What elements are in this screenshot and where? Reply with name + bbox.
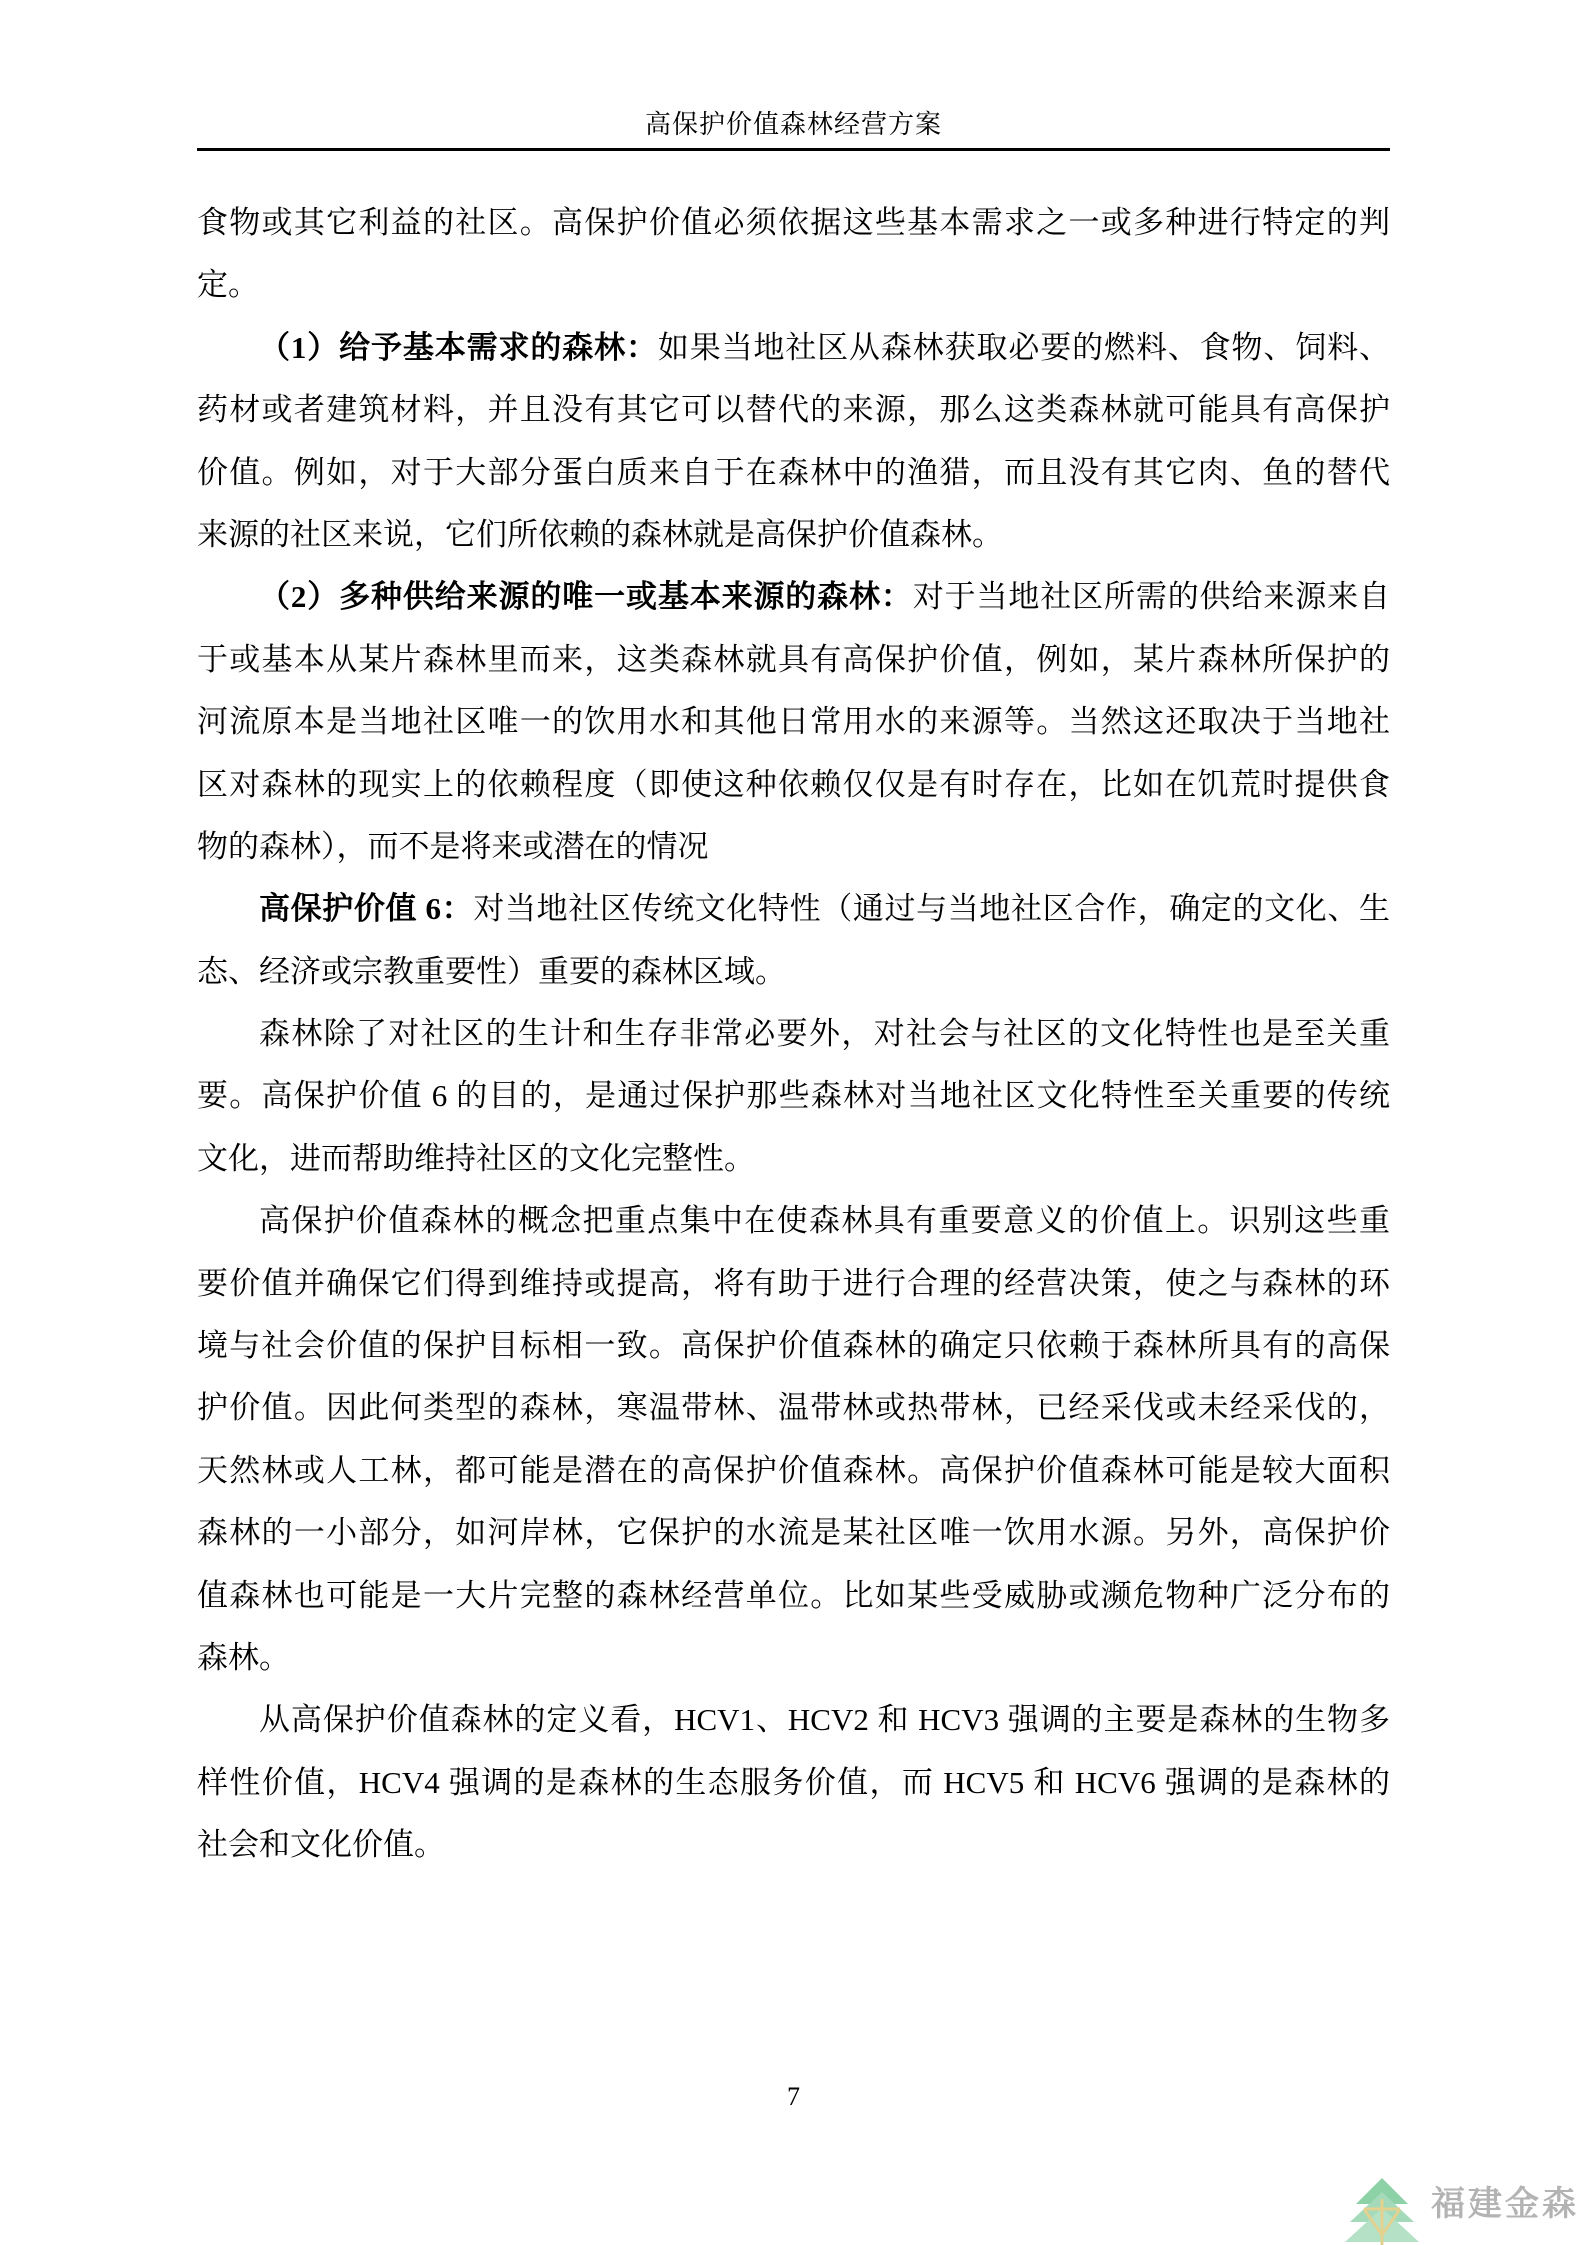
text-line bbox=[197, 1253, 1390, 1315]
text-run: 文化，进而帮助维持社区的文化完整性。 bbox=[197, 1140, 755, 1176]
text-line bbox=[197, 691, 1390, 753]
text-line bbox=[197, 566, 1390, 628]
text-run: 森林除了对社区的生计和生存非常必要外，对社会与社区的文化特性也是至关重 bbox=[259, 1016, 1390, 1052]
paragraph bbox=[197, 1689, 1390, 1876]
text-line bbox=[197, 754, 1390, 816]
text-line bbox=[197, 1752, 1390, 1814]
text-run: 价值。例如，对于大部分蛋白质来自于在森林中的渔猎，而且没有其它肉、鱼的替代 bbox=[197, 454, 1390, 490]
text-line bbox=[197, 317, 1390, 379]
text-line bbox=[197, 1003, 1390, 1065]
text-run: 森林的一小部分，如河岸林，它保护的水流是某社区唯一饮用水源。另外，高保护价 bbox=[197, 1515, 1390, 1551]
logo-text: 福建金森 bbox=[1431, 2185, 1579, 2223]
paragraph bbox=[197, 566, 1390, 878]
text-run: 对当地社区传统文化特性（通过与当地社区合作，确定的文化、生 bbox=[473, 891, 1390, 927]
text-line bbox=[197, 1065, 1390, 1127]
text-run: 如果当地社区从森林获取必要的燃料、食物、饲料、 bbox=[657, 329, 1390, 365]
text-run: 区对森林的现实上的依赖程度（即使这种依赖仅仅是有时存在，比如在饥荒时提供食 bbox=[197, 766, 1390, 802]
text-run: 对于当地社区所需的供给来源来自 bbox=[912, 579, 1390, 615]
text-run: 高保护价值森林的概念把重点集中在使森林具有重要意义的价值上。识别这些重 bbox=[259, 1203, 1390, 1239]
text-run: 要价值并确保它们得到维持或提高，将有助于进行合理的经营决策，使之与森林的环 bbox=[197, 1265, 1390, 1301]
text-line bbox=[197, 1315, 1390, 1377]
text-run: 态、经济或宗教重要性）重要的森林区域。 bbox=[197, 953, 786, 989]
company-logo bbox=[1343, 2177, 1579, 2245]
text-line bbox=[197, 878, 1390, 940]
document-body bbox=[197, 192, 1390, 1877]
header-rule bbox=[197, 148, 1390, 151]
text-run: 河流原本是当地社区唯一的饮用水和其他日常用水的来源等。当然这还取决于当地社 bbox=[197, 704, 1390, 740]
text-line bbox=[197, 379, 1390, 441]
text-run: 物的森林），而不是将来或潜在的情况 bbox=[197, 828, 709, 864]
paragraph bbox=[197, 1190, 1390, 1689]
text-run: 护价值。因此何类型的森林，寒温带林、温带林或热带林，已经采伐或未经采伐的， bbox=[197, 1390, 1390, 1426]
text-line bbox=[197, 816, 1390, 878]
text-run: （1）给予基本需求的森林： bbox=[259, 329, 658, 365]
text-line bbox=[197, 1627, 1390, 1689]
text-run: 药材或者建筑材料，并且没有其它可以替代的来源，那么这类森林就可能具有高保护 bbox=[197, 392, 1390, 428]
text-line bbox=[197, 1689, 1390, 1751]
text-line bbox=[197, 1377, 1390, 1439]
paragraph bbox=[197, 192, 1390, 317]
page-title: 高保护价值森林经营方案 bbox=[644, 110, 942, 139]
paragraph bbox=[197, 317, 1390, 567]
text-run: 从高保护价值森林的定义看，HCV1、HCV2 和 HCV3 强调的主要是森林的生物多 bbox=[259, 1702, 1390, 1738]
text-line bbox=[197, 254, 1390, 316]
page-header bbox=[197, 0, 1390, 151]
paragraph bbox=[197, 1003, 1390, 1190]
text-run: 高保护价值 6： bbox=[259, 891, 474, 927]
text-run: 定。 bbox=[197, 267, 259, 303]
text-run: 要。高保护价值 6 的目的，是通过保护那些森林对当地社区文化特性至关重要的传统 bbox=[197, 1078, 1390, 1114]
text-line bbox=[197, 1190, 1390, 1252]
text-run: 社会和文化价值。 bbox=[197, 1827, 445, 1863]
text-run: 来源的社区来说，它们所依赖的森林就是高保护价值森林。 bbox=[197, 516, 1003, 552]
text-line bbox=[197, 504, 1390, 566]
text-run: （2）多种供给来源的唯一或基本来源的森林： bbox=[259, 579, 913, 615]
paragraph bbox=[197, 878, 1390, 1003]
text-run: 于或基本从某片森林里而来，这类森林就具有高保护价值，例如，某片森林所保护的 bbox=[197, 641, 1390, 677]
page-number: 7 bbox=[787, 2082, 800, 2111]
text-run: 境与社会价值的保护目标相一致。高保护价值森林的确定只依赖于森林所具有的高保 bbox=[197, 1328, 1390, 1364]
text-line bbox=[197, 1440, 1390, 1502]
text-line bbox=[197, 1128, 1390, 1190]
text-run: 天然林或人工林，都可能是潜在的高保护价值森林。高保护价值森林可能是较大面积 bbox=[197, 1452, 1390, 1488]
text-run: 样性价值，HCV4 强调的是森林的生态服务价值，而 HCV5 和 HCV6 强调的是森林的 bbox=[197, 1764, 1390, 1800]
text-line bbox=[197, 1502, 1390, 1564]
text-line bbox=[197, 629, 1390, 691]
text-line bbox=[197, 1814, 1390, 1876]
pine-tree-icon bbox=[1343, 2177, 1421, 2245]
text-run: 食物或其它利益的社区。高保护价值必须依据这些基本需求之一或多种进行特定的判 bbox=[197, 205, 1390, 240]
text-run: 值森林也可能是一大片完整的森林经营单位。比如某些受威胁或濒危物种广泛分布的 bbox=[197, 1577, 1390, 1613]
text-run: 森林。 bbox=[197, 1639, 290, 1675]
text-line bbox=[197, 941, 1390, 1003]
text-line bbox=[197, 192, 1390, 254]
text-line bbox=[197, 1565, 1390, 1627]
text-line bbox=[197, 442, 1390, 504]
